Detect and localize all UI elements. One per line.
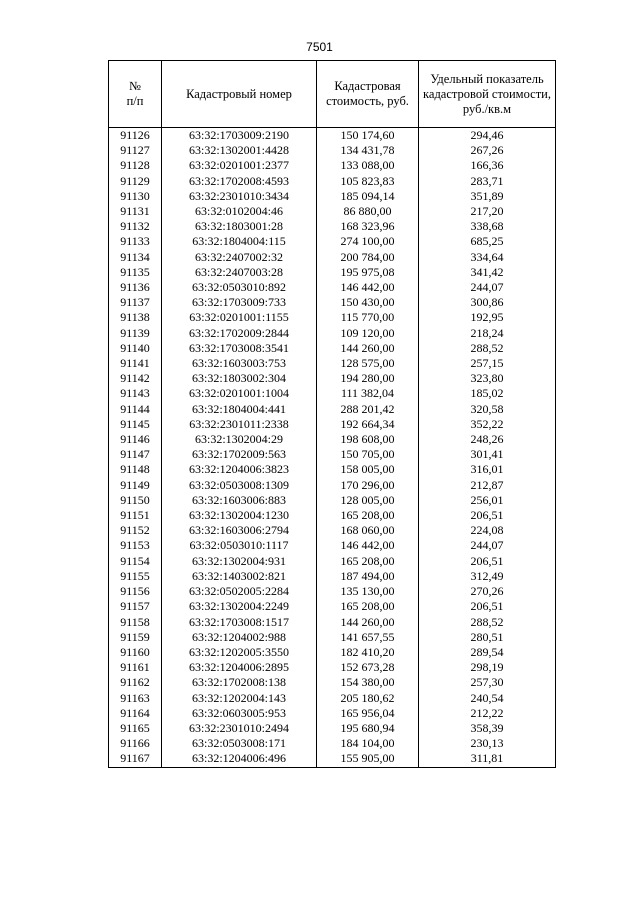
cell-cadastral-value: 135 130,00 — [317, 584, 419, 599]
cell-specific-value: 316,01 — [419, 462, 556, 477]
cell-cadastral-number: 63:32:1603006:883 — [162, 493, 317, 508]
cell-row-number: 91159 — [109, 630, 162, 645]
cell-specific-value: 288,52 — [419, 341, 556, 356]
cell-cadastral-value: 168 060,00 — [317, 523, 419, 538]
cell-row-number: 91130 — [109, 189, 162, 204]
cell-specific-value: 244,07 — [419, 538, 556, 553]
cell-specific-value: 185,02 — [419, 386, 556, 401]
table-row — [109, 219, 556, 234]
header-cadastral-value: Кадастровая стоимость, руб. — [317, 61, 419, 128]
header-specific-value: Удельный показатель кадастровой стоимости, руб./кв.м — [419, 61, 556, 128]
cell-cadastral-value: 205 180,62 — [317, 691, 419, 706]
table-row — [109, 523, 556, 538]
cell-specific-value: 244,07 — [419, 280, 556, 295]
cell-specific-value: 280,51 — [419, 630, 556, 645]
cell-cadastral-value: 128 005,00 — [317, 493, 419, 508]
cell-specific-value: 323,80 — [419, 371, 556, 386]
cell-specific-value: 267,26 — [419, 143, 556, 158]
cell-cadastral-number: 63:32:1803002:304 — [162, 371, 317, 386]
cell-cadastral-number: 63:32:1703009:733 — [162, 295, 317, 310]
cell-cadastral-number: 63:32:2301010:2494 — [162, 721, 317, 736]
cell-cadastral-number: 63:32:0201001:1155 — [162, 310, 317, 325]
table-row — [109, 691, 556, 706]
cell-row-number: 91142 — [109, 371, 162, 386]
cell-cadastral-number: 63:32:1204006:496 — [162, 751, 317, 767]
cell-row-number: 91166 — [109, 736, 162, 751]
table-row — [109, 417, 556, 432]
table-row — [109, 341, 556, 356]
cell-cadastral-value: 165 956,04 — [317, 706, 419, 721]
header-cadastral-number: Кадастровый номер — [162, 61, 317, 128]
table-row — [109, 143, 556, 158]
cell-cadastral-value: 165 208,00 — [317, 599, 419, 614]
header-row-number: № п/п — [109, 61, 162, 128]
cell-cadastral-value: 144 260,00 — [317, 341, 419, 356]
table-body — [109, 128, 556, 768]
cell-cadastral-number: 63:32:0502005:2284 — [162, 584, 317, 599]
cell-cadastral-value: 168 323,96 — [317, 219, 419, 234]
cell-cadastral-value: 187 494,00 — [317, 569, 419, 584]
cell-specific-value: 212,22 — [419, 706, 556, 721]
table-row — [109, 174, 556, 189]
cell-cadastral-value: 86 880,00 — [317, 204, 419, 219]
table-row — [109, 265, 556, 280]
cell-row-number: 91137 — [109, 295, 162, 310]
table-row — [109, 204, 556, 219]
cell-specific-value: 298,19 — [419, 660, 556, 675]
cell-row-number: 91126 — [109, 128, 162, 144]
cell-cadastral-value: 111 382,04 — [317, 386, 419, 401]
table-row — [109, 234, 556, 249]
cell-cadastral-number: 63:32:0201001:1004 — [162, 386, 317, 401]
table-row — [109, 280, 556, 295]
cell-cadastral-number: 63:32:1803001:28 — [162, 219, 317, 234]
cell-cadastral-value: 155 905,00 — [317, 751, 419, 767]
table-row — [109, 189, 556, 204]
cell-row-number: 91160 — [109, 645, 162, 660]
cell-row-number: 91129 — [109, 174, 162, 189]
cell-specific-value: 283,71 — [419, 174, 556, 189]
cell-specific-value: 338,68 — [419, 219, 556, 234]
cell-cadastral-number: 63:32:1202004:143 — [162, 691, 317, 706]
header-row — [109, 61, 556, 128]
cell-cadastral-number: 63:32:2301010:3434 — [162, 189, 317, 204]
cell-cadastral-number: 63:32:1302004:29 — [162, 432, 317, 447]
page-number: 7501 — [306, 40, 333, 54]
table-row — [109, 356, 556, 371]
cell-specific-value: 358,39 — [419, 721, 556, 736]
table-row — [109, 569, 556, 584]
cell-cadastral-value: 133 088,00 — [317, 158, 419, 173]
cell-cadastral-number: 63:32:0201001:2377 — [162, 158, 317, 173]
cell-specific-value: 334,64 — [419, 250, 556, 265]
cell-specific-value: 685,25 — [419, 234, 556, 249]
cell-cadastral-number: 63:32:1302001:4428 — [162, 143, 317, 158]
cell-cadastral-value: 150 430,00 — [317, 295, 419, 310]
cell-cadastral-value: 165 208,00 — [317, 554, 419, 569]
cell-cadastral-value: 152 673,28 — [317, 660, 419, 675]
cell-row-number: 91154 — [109, 554, 162, 569]
cell-cadastral-number: 63:32:2407003:28 — [162, 265, 317, 280]
cell-specific-value: 257,30 — [419, 675, 556, 690]
table-row — [109, 736, 556, 751]
cell-specific-value: 218,24 — [419, 326, 556, 341]
cell-specific-value: 301,41 — [419, 447, 556, 462]
table-row — [109, 386, 556, 401]
cell-row-number: 91139 — [109, 326, 162, 341]
cell-specific-value: 351,89 — [419, 189, 556, 204]
cell-cadastral-number: 63:32:1302004:2249 — [162, 599, 317, 614]
cell-cadastral-value: 182 410,20 — [317, 645, 419, 660]
cell-cadastral-number: 63:32:2407002:32 — [162, 250, 317, 265]
cell-row-number: 91148 — [109, 462, 162, 477]
cell-cadastral-number: 63:32:1603003:753 — [162, 356, 317, 371]
cell-cadastral-number: 63:32:0503010:1117 — [162, 538, 317, 553]
table-row — [109, 615, 556, 630]
cell-row-number: 91141 — [109, 356, 162, 371]
cell-specific-value: 256,01 — [419, 493, 556, 508]
cell-cadastral-number: 63:32:0503008:171 — [162, 736, 317, 751]
cell-specific-value: 192,95 — [419, 310, 556, 325]
cell-cadastral-value: 134 431,78 — [317, 143, 419, 158]
cell-specific-value: 217,20 — [419, 204, 556, 219]
cell-specific-value: 206,51 — [419, 554, 556, 569]
cell-row-number: 91150 — [109, 493, 162, 508]
cell-cadastral-value: 274 100,00 — [317, 234, 419, 249]
cell-cadastral-value: 115 770,00 — [317, 310, 419, 325]
cell-cadastral-number: 63:32:0503010:892 — [162, 280, 317, 295]
table-row — [109, 462, 556, 477]
cell-cadastral-value: 184 104,00 — [317, 736, 419, 751]
cell-cadastral-value: 144 260,00 — [317, 615, 419, 630]
cell-cadastral-number: 63:32:1804004:115 — [162, 234, 317, 249]
cell-specific-value: 206,51 — [419, 508, 556, 523]
cell-specific-value: 289,54 — [419, 645, 556, 660]
cell-cadastral-number: 63:32:1204002:988 — [162, 630, 317, 645]
cell-specific-value: 352,22 — [419, 417, 556, 432]
cell-cadastral-number: 63:32:1204006:3823 — [162, 462, 317, 477]
cell-row-number: 91145 — [109, 417, 162, 432]
cell-cadastral-number: 63:32:1202005:3550 — [162, 645, 317, 660]
cell-cadastral-number: 63:32:0503008:1309 — [162, 478, 317, 493]
table-row — [109, 554, 556, 569]
cell-row-number: 91133 — [109, 234, 162, 249]
table-row — [109, 645, 556, 660]
cell-cadastral-value: 195 680,94 — [317, 721, 419, 736]
cell-specific-value: 294,46 — [419, 128, 556, 144]
cell-cadastral-number: 63:32:1702008:138 — [162, 675, 317, 690]
cell-specific-value: 300,86 — [419, 295, 556, 310]
cell-row-number: 91153 — [109, 538, 162, 553]
cell-cadastral-value: 194 280,00 — [317, 371, 419, 386]
table-row — [109, 538, 556, 553]
cell-row-number: 91128 — [109, 158, 162, 173]
cell-cadastral-value: 192 664,34 — [317, 417, 419, 432]
cell-row-number: 91167 — [109, 751, 162, 767]
cell-cadastral-number: 63:32:0603005:953 — [162, 706, 317, 721]
cell-cadastral-number: 63:32:1703008:3541 — [162, 341, 317, 356]
cell-cadastral-number: 63:32:1703009:2190 — [162, 128, 317, 144]
cell-row-number: 91155 — [109, 569, 162, 584]
table-row — [109, 751, 556, 767]
cell-cadastral-number: 63:32:1702008:4593 — [162, 174, 317, 189]
cell-cadastral-number: 63:32:1302004:931 — [162, 554, 317, 569]
cell-specific-value: 248,26 — [419, 432, 556, 447]
cell-cadastral-number: 63:32:1302004:1230 — [162, 508, 317, 523]
cell-cadastral-value: 141 657,55 — [317, 630, 419, 645]
cell-cadastral-value: 154 380,00 — [317, 675, 419, 690]
table-row — [109, 478, 556, 493]
cell-row-number: 91152 — [109, 523, 162, 538]
table-header — [109, 61, 556, 128]
table-row — [109, 584, 556, 599]
cell-cadastral-value: 109 120,00 — [317, 326, 419, 341]
table-row — [109, 493, 556, 508]
cell-row-number: 91156 — [109, 584, 162, 599]
cell-row-number: 91135 — [109, 265, 162, 280]
cell-specific-value: 257,15 — [419, 356, 556, 371]
cell-row-number: 91138 — [109, 310, 162, 325]
cell-cadastral-number: 63:32:1702009:563 — [162, 447, 317, 462]
cell-specific-value: 240,54 — [419, 691, 556, 706]
cell-row-number: 91132 — [109, 219, 162, 234]
table-row — [109, 295, 556, 310]
cell-cadastral-value: 288 201,42 — [317, 402, 419, 417]
table-row — [109, 310, 556, 325]
table-row — [109, 630, 556, 645]
cell-row-number: 91146 — [109, 432, 162, 447]
cell-row-number: 91161 — [109, 660, 162, 675]
cell-cadastral-value: 105 823,83 — [317, 174, 419, 189]
cell-cadastral-value: 200 784,00 — [317, 250, 419, 265]
table-row — [109, 158, 556, 173]
cell-specific-value: 320,58 — [419, 402, 556, 417]
cell-row-number: 91149 — [109, 478, 162, 493]
cell-specific-value: 341,42 — [419, 265, 556, 280]
cell-cadastral-value: 146 442,00 — [317, 538, 419, 553]
cell-cadastral-number: 63:32:0102004:46 — [162, 204, 317, 219]
table-row — [109, 250, 556, 265]
cell-cadastral-number: 63:32:1603006:2794 — [162, 523, 317, 538]
cell-specific-value: 166,36 — [419, 158, 556, 173]
table-row — [109, 371, 556, 386]
table-row — [109, 326, 556, 341]
cell-row-number: 91143 — [109, 386, 162, 401]
table-row — [109, 128, 556, 144]
cadastral-value-table — [108, 60, 556, 768]
cell-cadastral-number: 63:32:1702009:2844 — [162, 326, 317, 341]
cell-row-number: 91131 — [109, 204, 162, 219]
cell-row-number: 91127 — [109, 143, 162, 158]
cell-row-number: 91164 — [109, 706, 162, 721]
cell-row-number: 91158 — [109, 615, 162, 630]
table-row — [109, 675, 556, 690]
cell-cadastral-value: 165 208,00 — [317, 508, 419, 523]
cell-cadastral-number: 63:32:1703008:1517 — [162, 615, 317, 630]
cell-row-number: 91165 — [109, 721, 162, 736]
table-row — [109, 660, 556, 675]
cell-row-number: 91136 — [109, 280, 162, 295]
cell-cadastral-value: 195 975,08 — [317, 265, 419, 280]
table-row — [109, 432, 556, 447]
cell-specific-value: 311,81 — [419, 751, 556, 767]
cell-cadastral-number: 63:32:2301011:2338 — [162, 417, 317, 432]
cell-specific-value: 224,08 — [419, 523, 556, 538]
cell-row-number: 91140 — [109, 341, 162, 356]
cell-specific-value: 312,49 — [419, 569, 556, 584]
cell-specific-value: 212,87 — [419, 478, 556, 493]
table-row — [109, 447, 556, 462]
cell-row-number: 91162 — [109, 675, 162, 690]
cell-row-number: 91163 — [109, 691, 162, 706]
cell-cadastral-value: 150 174,60 — [317, 128, 419, 144]
table-row — [109, 706, 556, 721]
cell-cadastral-value: 185 094,14 — [317, 189, 419, 204]
cell-cadastral-number: 63:32:1403002:821 — [162, 569, 317, 584]
cell-row-number: 91147 — [109, 447, 162, 462]
cell-cadastral-value: 150 705,00 — [317, 447, 419, 462]
cell-row-number: 91134 — [109, 250, 162, 265]
cell-row-number: 91144 — [109, 402, 162, 417]
cell-row-number: 91157 — [109, 599, 162, 614]
table-row — [109, 721, 556, 736]
cell-cadastral-number: 63:32:1804004:441 — [162, 402, 317, 417]
cell-cadastral-value: 170 296,00 — [317, 478, 419, 493]
cell-specific-value: 206,51 — [419, 599, 556, 614]
table-row — [109, 599, 556, 614]
cell-cadastral-value: 128 575,00 — [317, 356, 419, 371]
cell-specific-value: 270,26 — [419, 584, 556, 599]
cell-cadastral-value: 146 442,00 — [317, 280, 419, 295]
table-row — [109, 508, 556, 523]
cell-cadastral-value: 158 005,00 — [317, 462, 419, 477]
table-row — [109, 402, 556, 417]
cell-row-number: 91151 — [109, 508, 162, 523]
cell-specific-value: 230,13 — [419, 736, 556, 751]
cell-cadastral-value: 198 608,00 — [317, 432, 419, 447]
cell-cadastral-number: 63:32:1204006:2895 — [162, 660, 317, 675]
cell-specific-value: 288,52 — [419, 615, 556, 630]
